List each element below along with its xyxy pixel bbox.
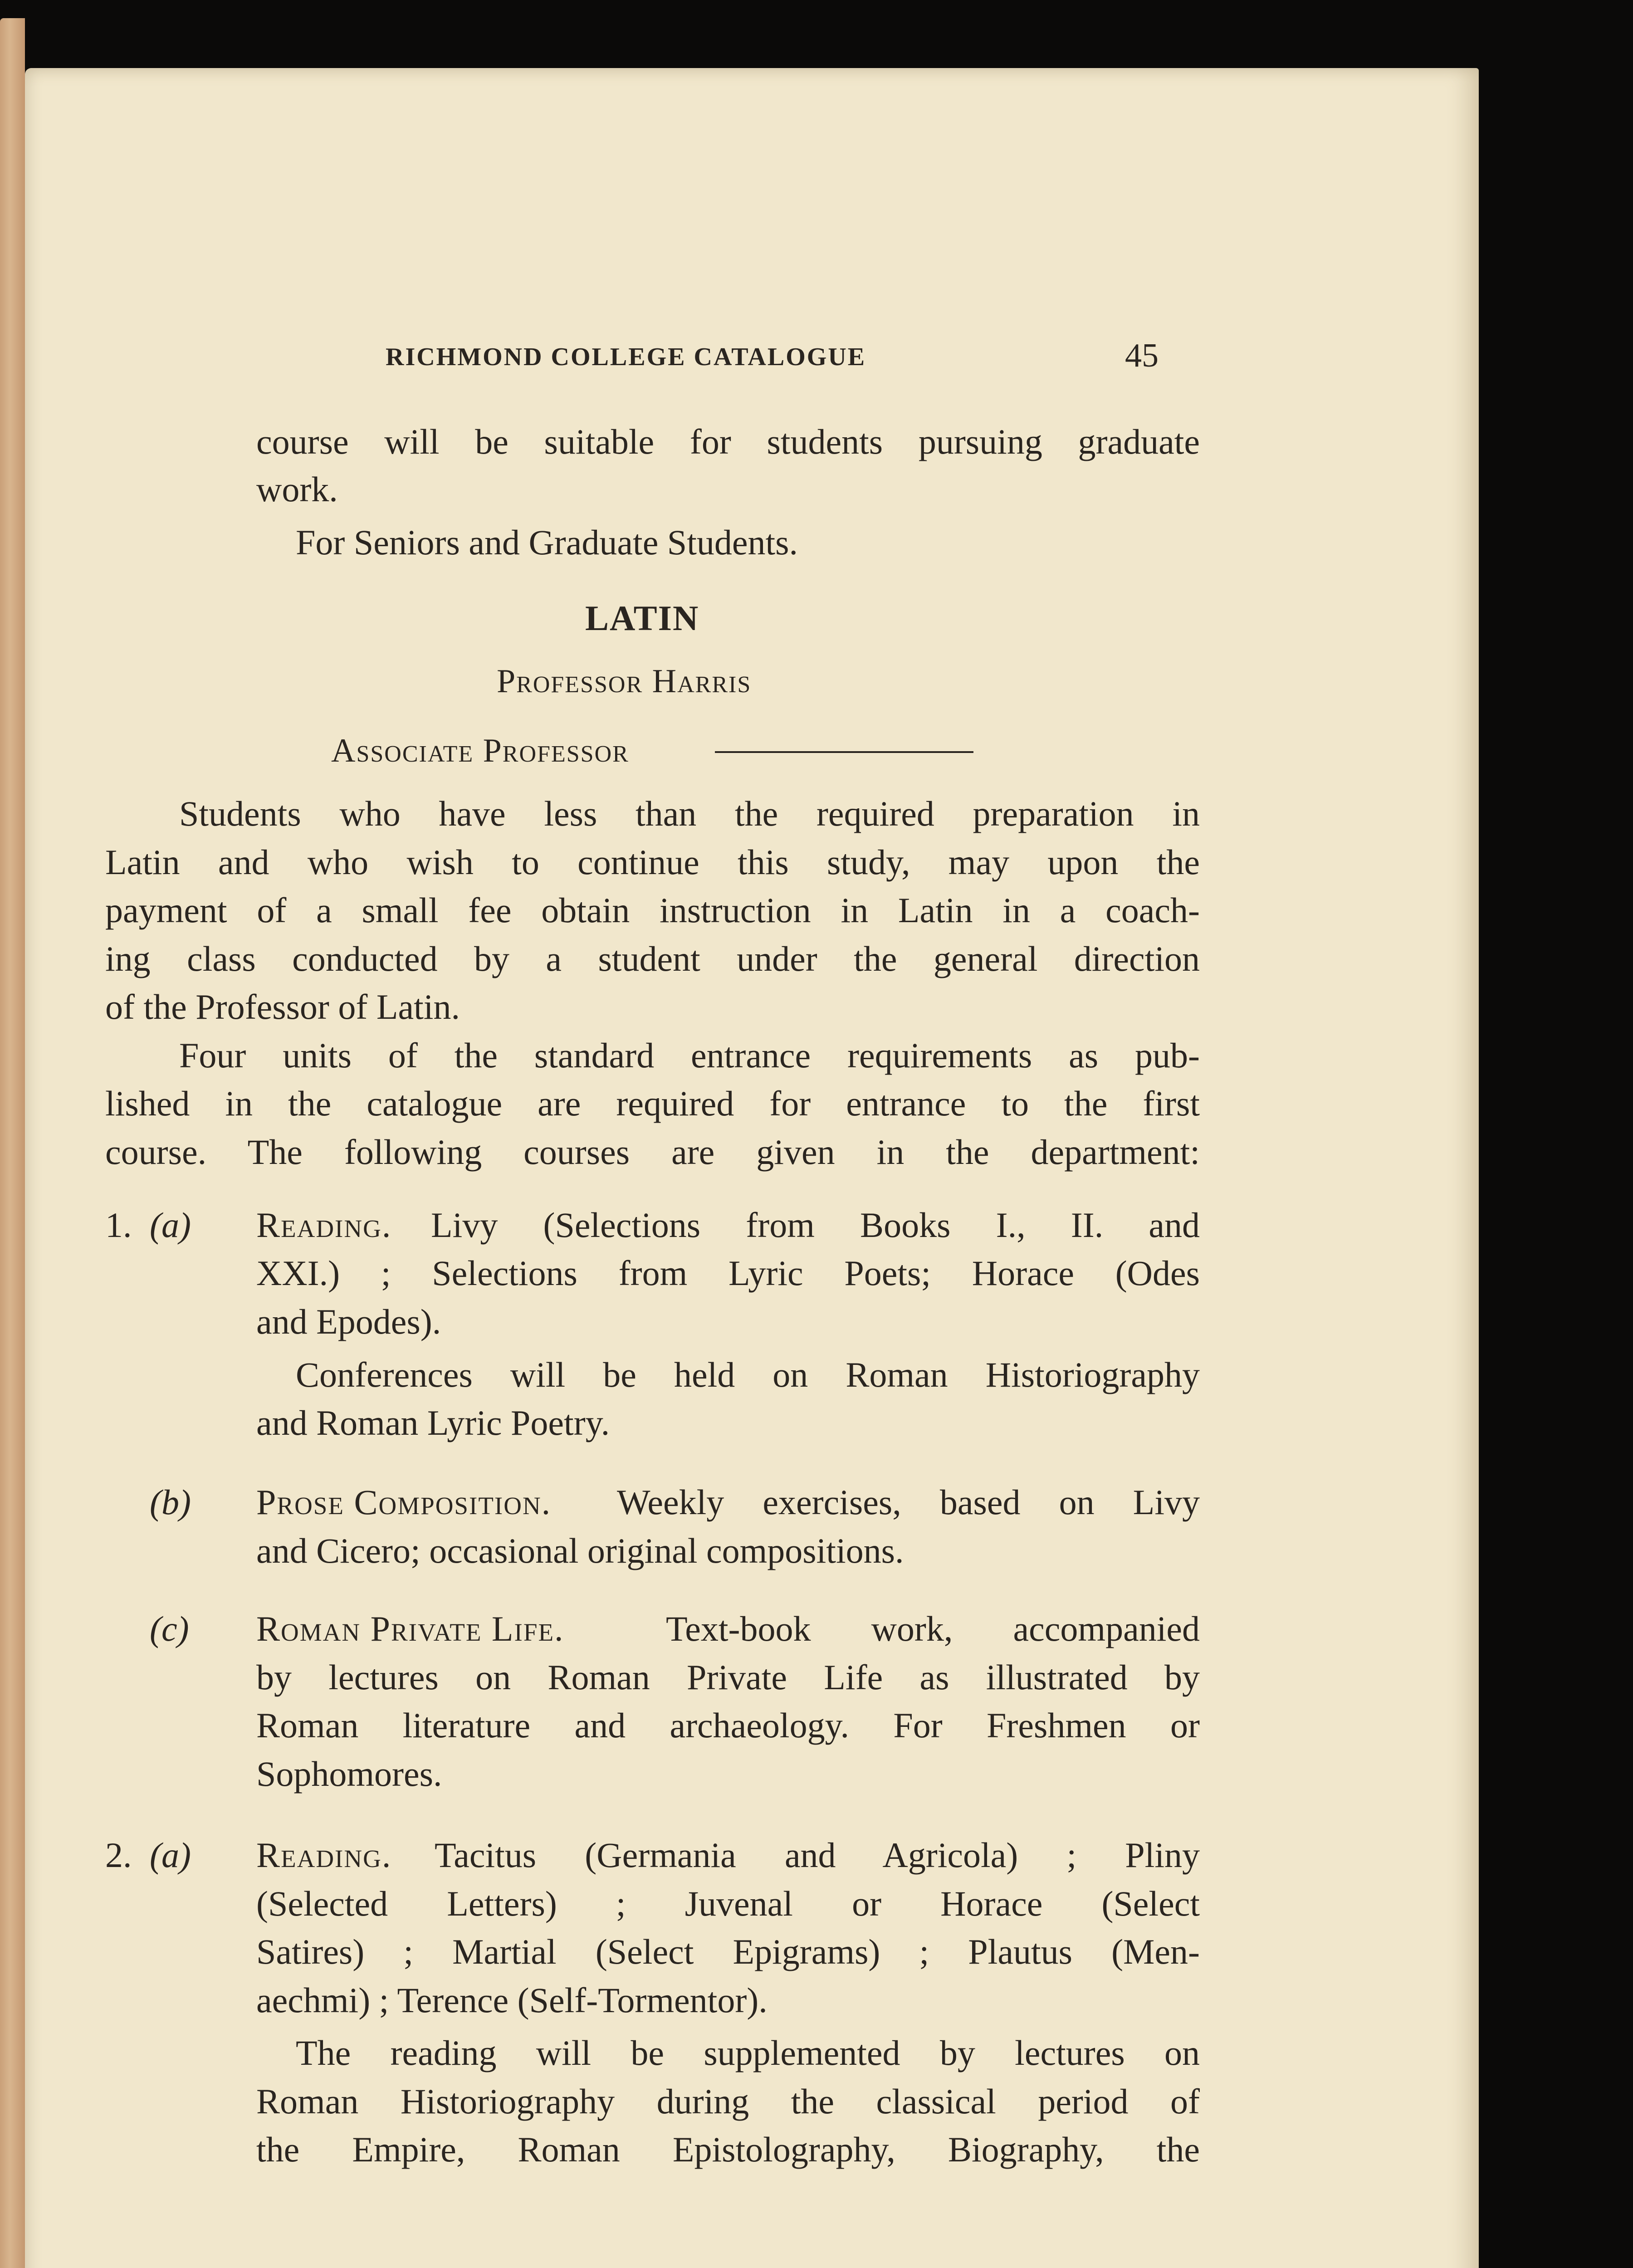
intro-line-3: For Seniors and Graduate Students. bbox=[296, 523, 798, 562]
course1-b-text-1: Weekly exercises, based on Livy bbox=[617, 1482, 1200, 1522]
course1-c-text-3: Roman literature and archaeology. For Freshmen or bbox=[256, 1706, 1200, 1745]
course1-a-note-2: and Roman Lyric Poetry. bbox=[256, 1403, 610, 1442]
vacancy-rule bbox=[715, 751, 973, 753]
course2-a-text-1: Tacitus (Germania and Agricola) ; Pliny bbox=[435, 1835, 1200, 1875]
para1-line-2: Latin and who wish to continue this study, may upon the bbox=[105, 842, 1200, 882]
course1-a-text-1: Livy (Selections from Books I., II. and bbox=[431, 1205, 1200, 1245]
course1-c-title: Roman Private Life. bbox=[256, 1609, 564, 1648]
para2-line-1: Four units of the standard entrance requirements as pub- bbox=[179, 1036, 1200, 1075]
course2-a-label: (a) bbox=[150, 1835, 191, 1875]
intro-line-2: work. bbox=[256, 469, 338, 509]
course2-a-text-3: Satires) ; Martial (Select Epigrams) ; Plautus (Men- bbox=[256, 1932, 1200, 1971]
course1-b-text-2: and Cicero; occasional original compositions. bbox=[256, 1531, 904, 1570]
course2-a-title: Reading. bbox=[256, 1835, 392, 1875]
associate-professor: Associate Professor bbox=[331, 732, 629, 769]
course1-c-text-4: Sophomores. bbox=[256, 1754, 442, 1794]
para2-line-3: course. The following courses are given in the department: bbox=[105, 1132, 1200, 1172]
para2-line-2: lished in the catalogue are required for entrance to the first bbox=[105, 1084, 1200, 1123]
section-title: LATIN bbox=[585, 598, 699, 638]
course1-b-label: (b) bbox=[150, 1482, 191, 1522]
course1-a-text-2: XXI.) ; Selections from Lyric Poets; Horace (Odes bbox=[256, 1253, 1200, 1293]
professor-name: Professor Harris bbox=[497, 663, 752, 700]
course2-a-note-1: The reading will be supplemented by lectures on bbox=[296, 2033, 1200, 2072]
course2-a-note-3: the Empire, Roman Epistolography, Biography, the bbox=[256, 2130, 1200, 2169]
course2-number: 2. bbox=[105, 1835, 132, 1875]
para1-line-3: payment of a small fee obtain instruction in Latin in a coach- bbox=[105, 890, 1200, 930]
course1-a-title: Reading. bbox=[256, 1205, 392, 1245]
course1-c-label: (c) bbox=[150, 1609, 189, 1648]
course1-number: 1. bbox=[105, 1205, 132, 1245]
course1-c-text-1: Text-book work, accompanied bbox=[666, 1609, 1200, 1648]
para1-line-4: ing class conducted by a student under the general direction bbox=[105, 939, 1200, 978]
course1-a-note-1: Conferences will be held on Roman Historiography bbox=[296, 1355, 1200, 1394]
running-header: RICHMOND COLLEGE CATALOGUE bbox=[386, 343, 866, 371]
course2-a-text-2: (Selected Letters) ; Juvenal or Horace (Select bbox=[256, 1884, 1200, 1923]
para1-line-1: Students who have less than the required preparation in bbox=[179, 794, 1200, 833]
course1-a-text-3: and Epodes). bbox=[256, 1302, 441, 1341]
intro-line-1: course will be suitable for students pursuing graduate bbox=[256, 422, 1200, 461]
book-spine-edge bbox=[0, 18, 25, 2268]
course1-c-text-2: by lectures on Roman Private Life as illustrated by bbox=[256, 1657, 1200, 1697]
course2-a-text-4: aechmi) ; Terence (Self-Tormentor). bbox=[256, 1980, 768, 2020]
course1-a-label: (a) bbox=[150, 1205, 191, 1245]
course1-b-title: Prose Composition. bbox=[256, 1482, 552, 1522]
page-number: 45 bbox=[1125, 337, 1159, 374]
para1-line-5: of the Professor of Latin. bbox=[105, 987, 460, 1026]
course2-a-note-2: Roman Historiography during the classical period of bbox=[256, 2082, 1200, 2121]
